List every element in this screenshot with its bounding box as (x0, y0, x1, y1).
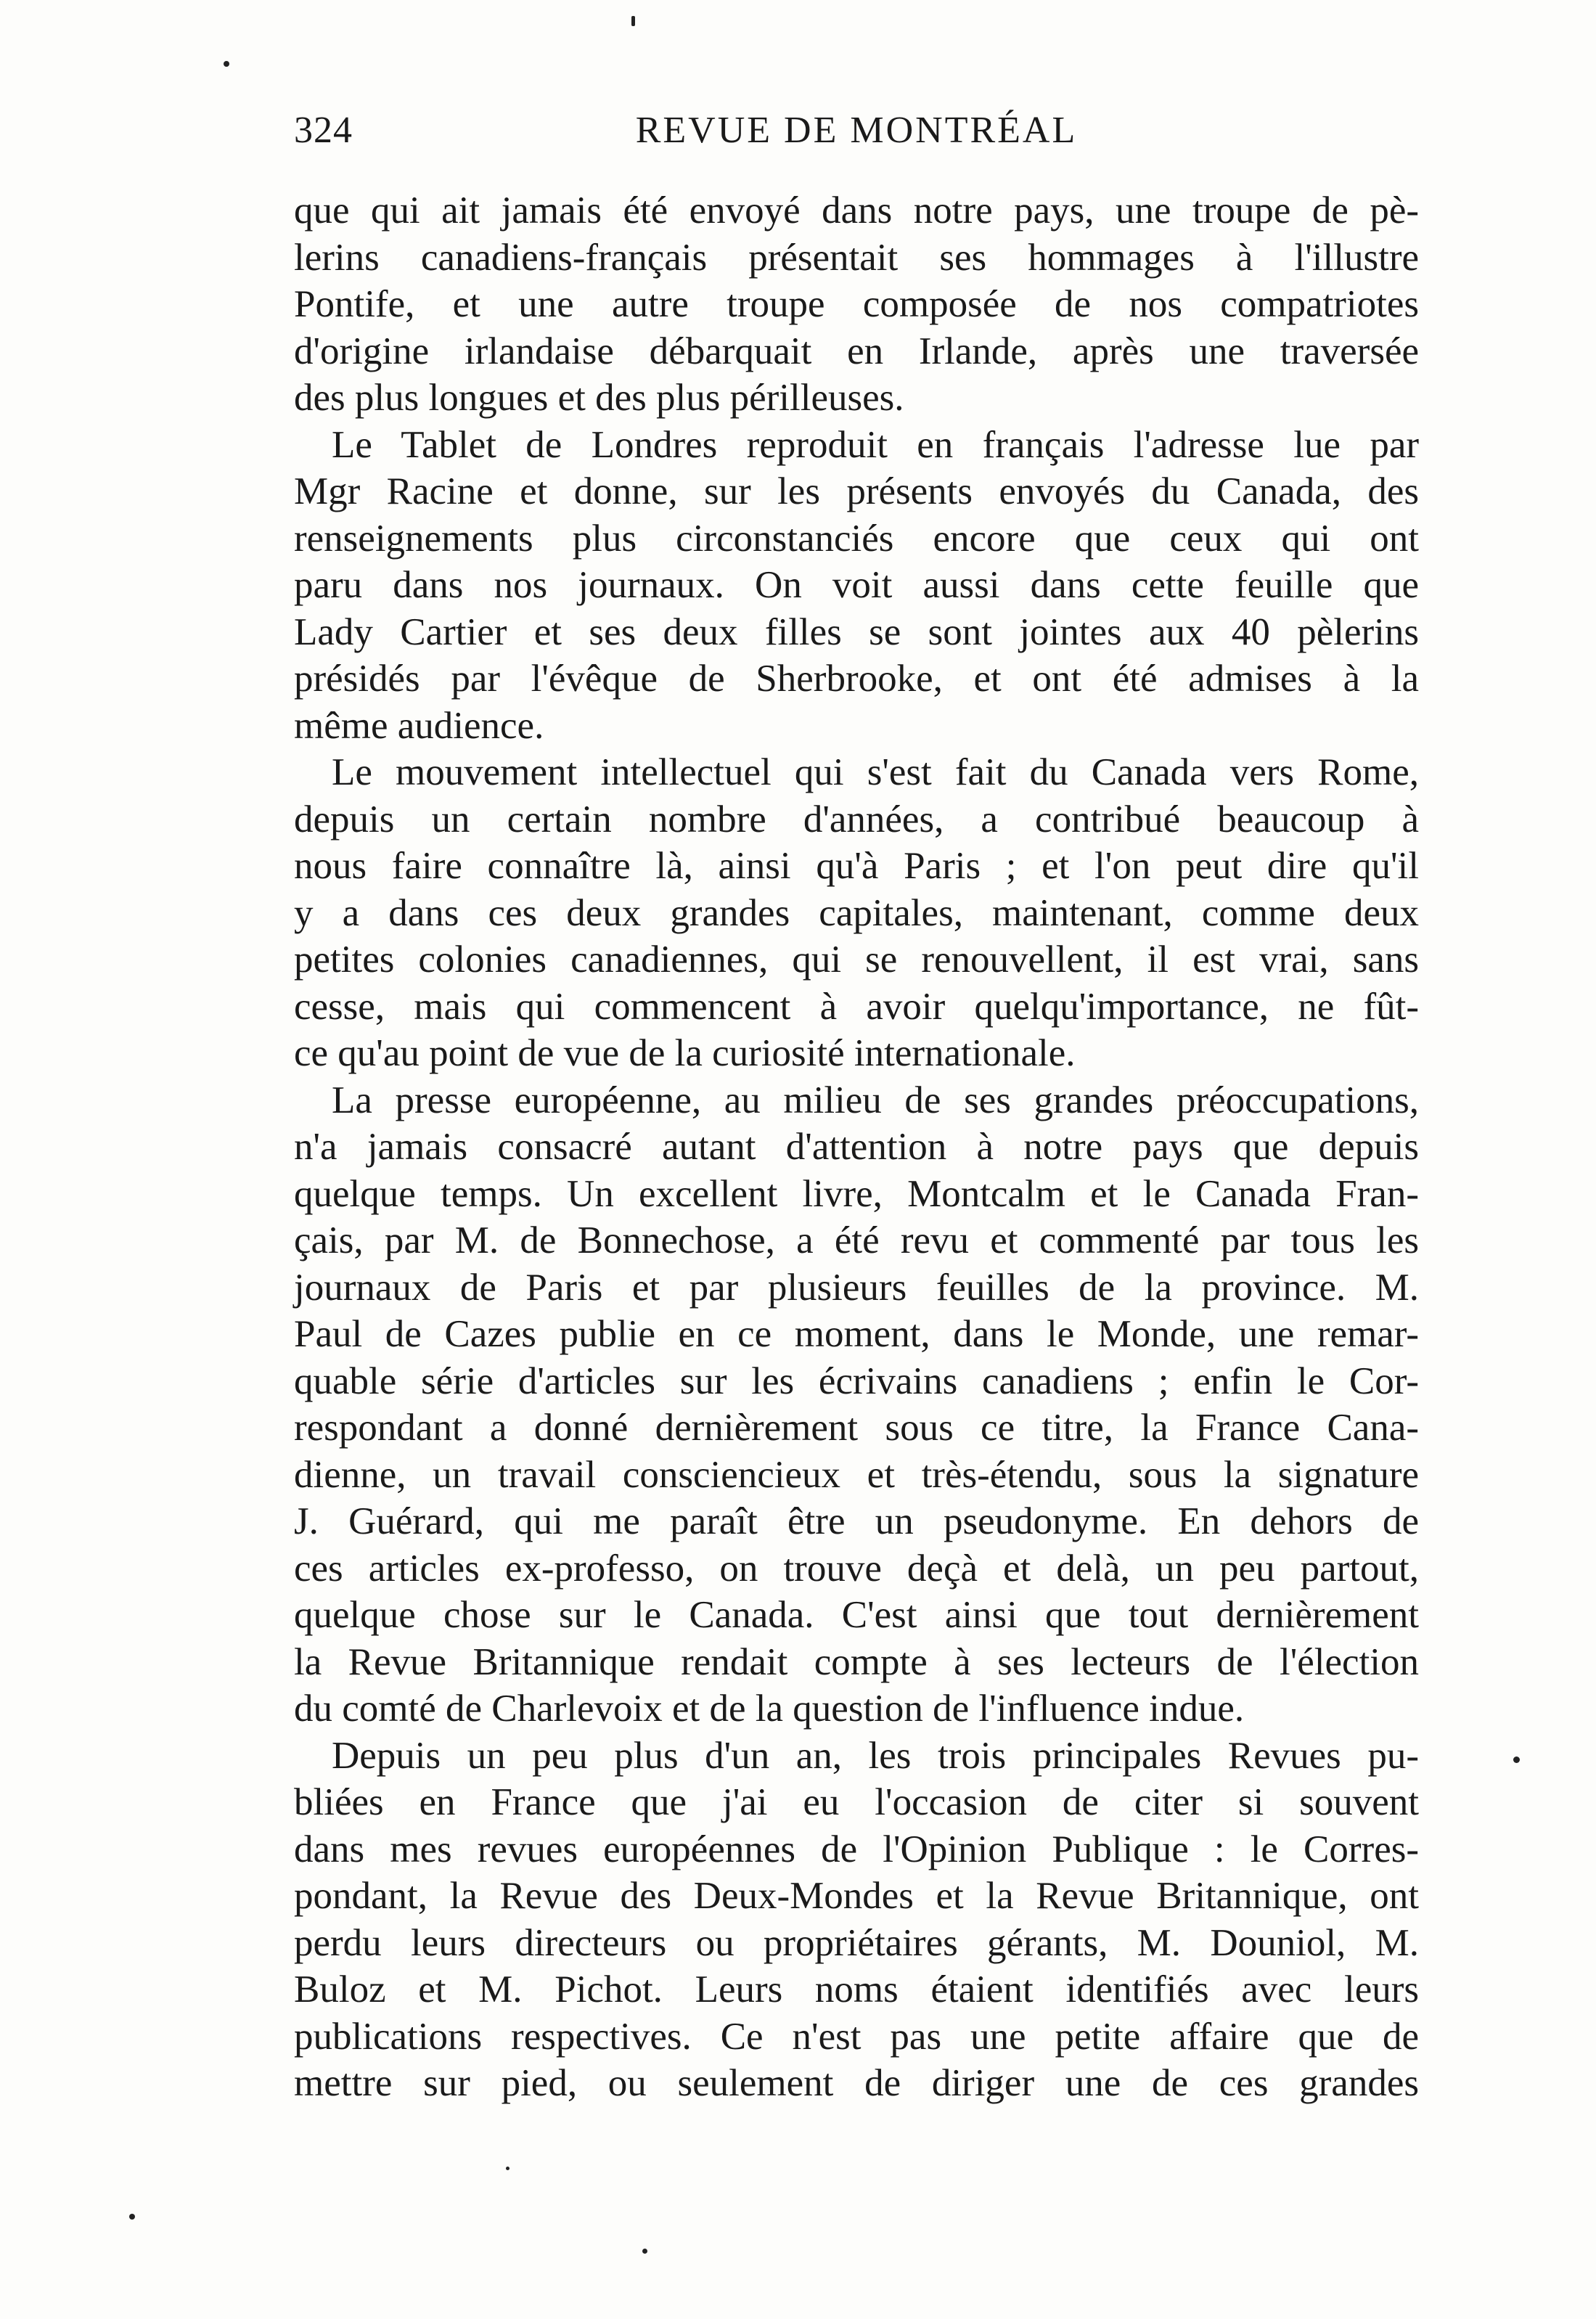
text-line: Le Tablet de Londres reproduit en français l'adresse lue par (332, 423, 1419, 466)
scan-speck (129, 2214, 135, 2220)
text-line: Paul de Cazes publie en ce moment, dans le Monde, une remar- (294, 1313, 1419, 1355)
text-line: bliées en France que j'ai eu l'occasion de citer si souvent (294, 1781, 1419, 1823)
text-line: dienne, un travail consciencieux et très-étendu, sous la signature (294, 1453, 1419, 1496)
text-line: renseignements plus circonstanciés encore que ceux qui ont (294, 517, 1419, 560)
text-line: petites colonies canadiennes, qui se renouvellent, il est vrai, sans (294, 938, 1419, 981)
scan-speck (642, 2249, 647, 2254)
text-line: Mgr Racine et donne, sur les présents envoyés du Canada, des (294, 470, 1419, 512)
text-line: y a dans ces deux grandes capitales, maintenant, comme deux (294, 891, 1419, 934)
text-line: n'a jamais consacré autant d'attention à notre pays que depuis (294, 1126, 1419, 1168)
page-number: 324 (294, 110, 353, 151)
text-line: ce qu'au point de vue de la curiosité internationale. (294, 1032, 1076, 1074)
body-text (294, 187, 1419, 2107)
text-line: du comté de Charlevoix et de la question de l'influence indue. (294, 1688, 1245, 1730)
text-line: d'origine irlandaise débarquait en Irlande, après une traversée (294, 330, 1419, 372)
text-line: la Revue Britannique rendait compte à ses lecteurs de l'élection (294, 1640, 1419, 1683)
text-line: respondant a donné dernièrement sous ce titre, la France Cana- (294, 1407, 1419, 1449)
text-line: La presse européenne, au milieu de ses grandes préoccupations, (332, 1079, 1419, 1121)
text-line: paru dans nos journaux. On voit aussi dans cette feuille que (294, 564, 1419, 606)
text-line: présidés par l'évêque de Sherbrooke, et ont été admises à la (294, 658, 1419, 700)
text-line: cesse, mais qui commencent à avoir quelqu'importance, ne fût- (294, 985, 1419, 1028)
text-line: J. Guérard, qui me paraît être un pseudonyme. En dehors de (294, 1500, 1419, 1542)
text-line: çais, par M. de Bonnechose, a été revu et commenté par tous les (294, 1219, 1419, 1261)
text-line: journaux de Paris et par plusieurs feuilles de la province. M. (294, 1266, 1419, 1309)
text-line: quelque chose sur le Canada. C'est ainsi que tout dernièrement (294, 1594, 1419, 1636)
text-line: des plus longues et des plus périlleuses. (294, 377, 904, 419)
scan-speck (224, 61, 229, 67)
text-line: perdu leurs directeurs ou propriétaires gérants, M. Douniol, M. (294, 1921, 1419, 1964)
text-line: Buloz et M. Pichot. Leurs noms étaient identifiés avec leurs (294, 1968, 1419, 2011)
text-line: Le mouvement intellectuel qui s'est fait du Canada vers Rome, (332, 751, 1419, 793)
text-line: Pontife, et une autre troupe composée de nos compatriotes (294, 283, 1419, 325)
text-line: Depuis un peu plus d'un an, les trois principales Revues pu- (332, 1734, 1419, 1777)
text-line: lerins canadiens-français présentait ses hommages à l'illustre (294, 236, 1419, 279)
text-line: nous faire connaître là, ainsi qu'à Paris ; et l'on peut dire qu'il (294, 845, 1419, 887)
text-line: mettre sur pied, ou seulement de diriger une de ces grandes (294, 2062, 1419, 2104)
scan-speck (631, 16, 635, 26)
text-line: Lady Cartier et ses deux filles se sont jointes aux 40 pèlerins (294, 610, 1419, 653)
scan-speck (1513, 1756, 1520, 1763)
text-line: publications respectives. Ce n'est pas une petite affaire que de (294, 2015, 1419, 2058)
text-line: depuis un certain nombre d'années, a contribué beaucoup à (294, 798, 1419, 841)
text-line: quelque temps. Un excellent livre, Montcalm et le Canada Fran- (294, 1172, 1419, 1215)
running-head (294, 109, 1419, 167)
text-line: ces articles ex-professo, on trouve deçà et delà, un peu partout, (294, 1547, 1419, 1590)
journal-title: REVUE DE MONTRÉAL (635, 110, 1078, 151)
text-line: dans mes revues européennes de l'Opinion Publique : le Corres- (294, 1828, 1419, 1870)
text-line: quable série d'articles sur les écrivains canadiens ; enfin le Cor- (294, 1359, 1419, 1402)
text-line: que qui ait jamais été envoyé dans notre pays, une troupe de pè- (294, 189, 1419, 232)
text-line: pondant, la Revue des Deux-Mondes et la Revue Britannique, ont (294, 1875, 1419, 1917)
scan-speck (506, 2167, 510, 2170)
text-line: même audience. (294, 704, 544, 747)
